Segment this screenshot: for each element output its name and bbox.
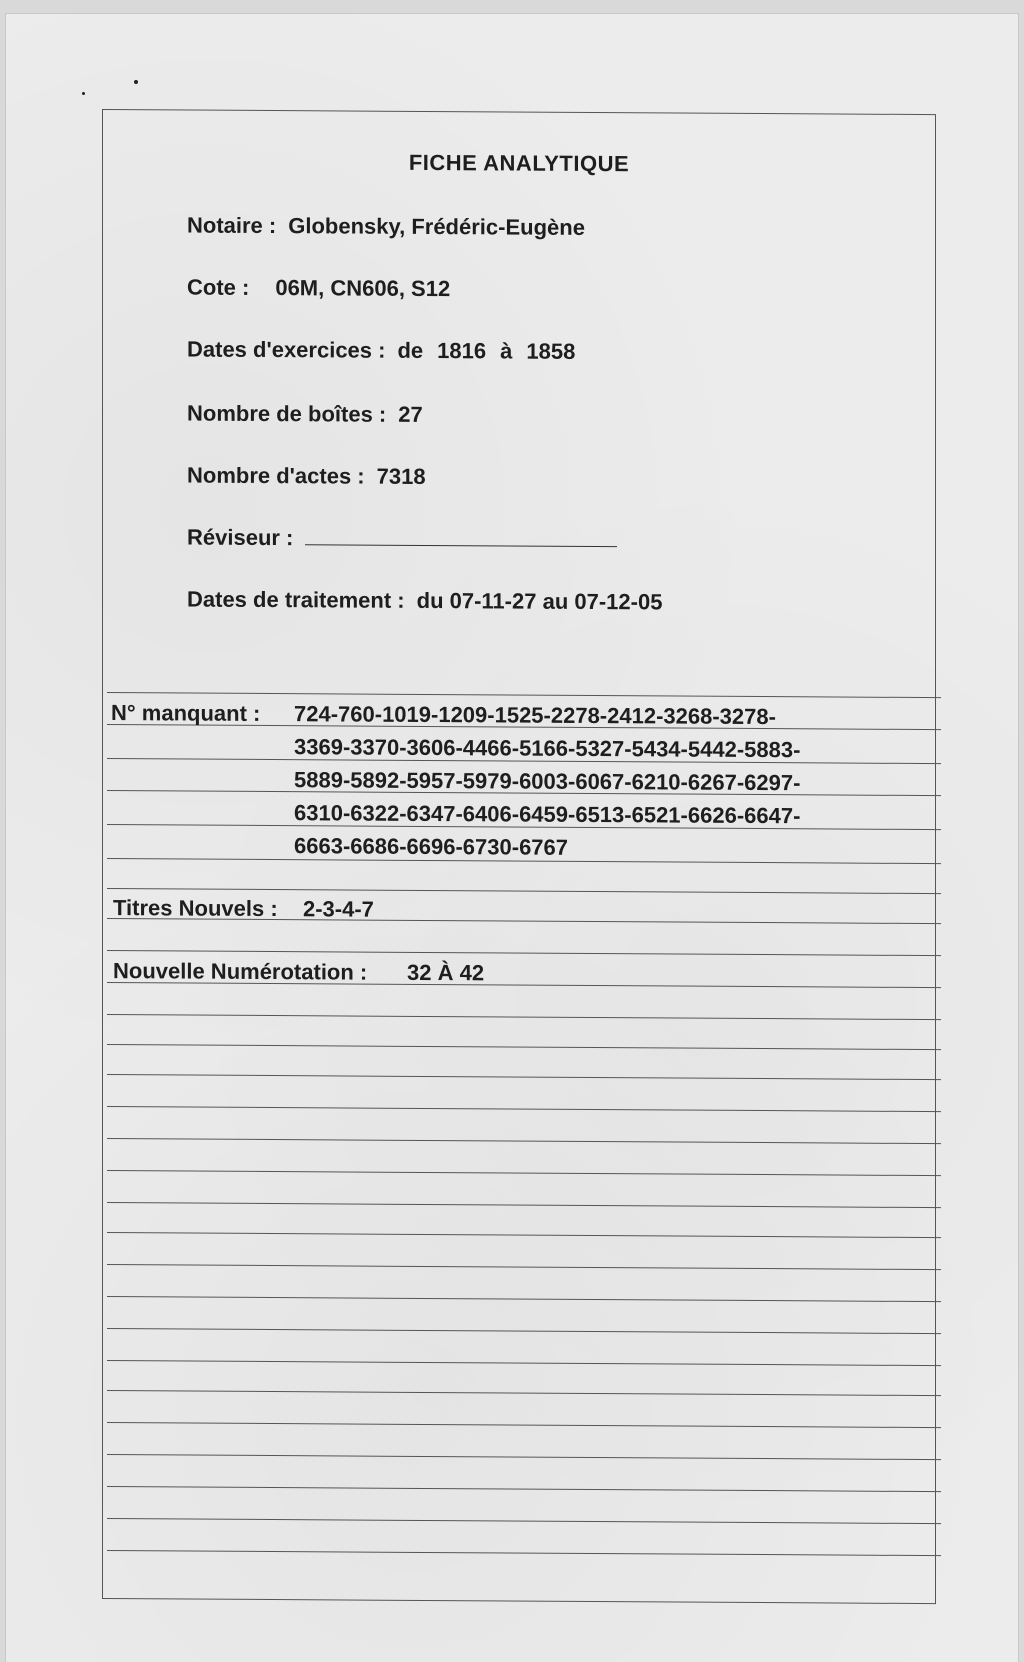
- dates-exercices-label: Dates d'exercices :: [187, 336, 386, 363]
- manquant-line: 6663-6686-6696-6730-6767: [294, 833, 569, 860]
- rule-line: [107, 1232, 941, 1238]
- rule-line: [107, 950, 941, 956]
- form-frame: [102, 109, 936, 1604]
- nombre-boites-value: 27: [398, 401, 423, 427]
- ink-speck: [82, 92, 85, 95]
- dates-exercices-a: à: [500, 338, 513, 364]
- dates-exercices-end: 1858: [526, 338, 576, 364]
- reviseur-label: Réviseur :: [187, 524, 294, 551]
- document-sheet: [6, 14, 1018, 1662]
- dates-exercices-start: 1816: [437, 338, 487, 364]
- dates-traitement-row: [187, 587, 662, 616]
- rule-line: [107, 888, 941, 894]
- rule-line: [107, 1360, 941, 1366]
- reviseur-signature-line: [305, 526, 617, 547]
- rule-line: [107, 1044, 941, 1050]
- notaire-row: [187, 213, 585, 241]
- rule-line: [107, 1202, 941, 1208]
- rule-line: [107, 1550, 941, 1556]
- manquant-line: 3369-3370-3606-4466-5166-5327-5434-5442-5883-: [294, 734, 801, 763]
- cote-value: 06M, CN606, S12: [275, 275, 451, 302]
- manquant-line: 5889-5892-5957-5979-6003-6067-6210-6267-6297-: [294, 767, 801, 796]
- cote-row: [187, 275, 450, 303]
- rule-line: [107, 692, 941, 698]
- titres-nouvels-value: 2-3-4-7: [303, 896, 374, 922]
- manquant-line: 724-760-1019-1209-1525-2278-2412-3268-3278-: [294, 701, 776, 730]
- titres-nouvels-label: Titres Nouvels :: [113, 895, 278, 922]
- nouvelle-numerotation-label: Nouvelle Numérotation :: [113, 958, 368, 985]
- rule-line: [107, 1014, 941, 1020]
- reviseur-row: [187, 525, 617, 554]
- rule-line: [107, 1422, 941, 1428]
- rule-line: [107, 1138, 941, 1144]
- cote-label: Cote :: [187, 274, 250, 300]
- nouvelle-numerotation-value: 32 À 42: [407, 959, 485, 986]
- rule-line: [107, 1106, 941, 1112]
- dates-traitement-label: Dates de traitement :: [187, 586, 405, 613]
- notaire-label: Notaire :: [187, 212, 277, 239]
- nombre-actes-label: Nombre d'actes :: [187, 462, 365, 489]
- manquant-label: N° manquant :: [111, 700, 261, 726]
- manquant-line: 6310-6322-6347-6406-6459-6513-6521-6626-6647-: [294, 800, 801, 829]
- ruled-section: [107, 692, 941, 1603]
- dates-exercices-row: [187, 337, 575, 365]
- ink-speck: [134, 80, 138, 84]
- rule-line: [107, 1328, 941, 1334]
- dates-traitement-value: du 07-11-27 au 07-12-05: [416, 587, 663, 615]
- nombre-boites-row: [187, 401, 423, 428]
- rule-line: [107, 1486, 941, 1492]
- rule-line: [107, 1264, 941, 1270]
- rule-line: [107, 1074, 941, 1080]
- nombre-boites-label: Nombre de boîtes :: [187, 400, 387, 427]
- rule-line: [107, 1518, 941, 1524]
- rule-line: [107, 1170, 941, 1176]
- rule-line: [107, 1454, 941, 1460]
- nombre-actes-row: [187, 463, 426, 490]
- notaire-value: Globensky, Frédéric-Eugène: [288, 213, 585, 240]
- nombre-actes-value: 7318: [376, 463, 426, 489]
- rule-line: [107, 1390, 941, 1396]
- dates-exercices-de: de: [397, 337, 424, 363]
- form-title: FICHE ANALYTIQUE: [408, 149, 630, 177]
- rule-line: [107, 1296, 941, 1302]
